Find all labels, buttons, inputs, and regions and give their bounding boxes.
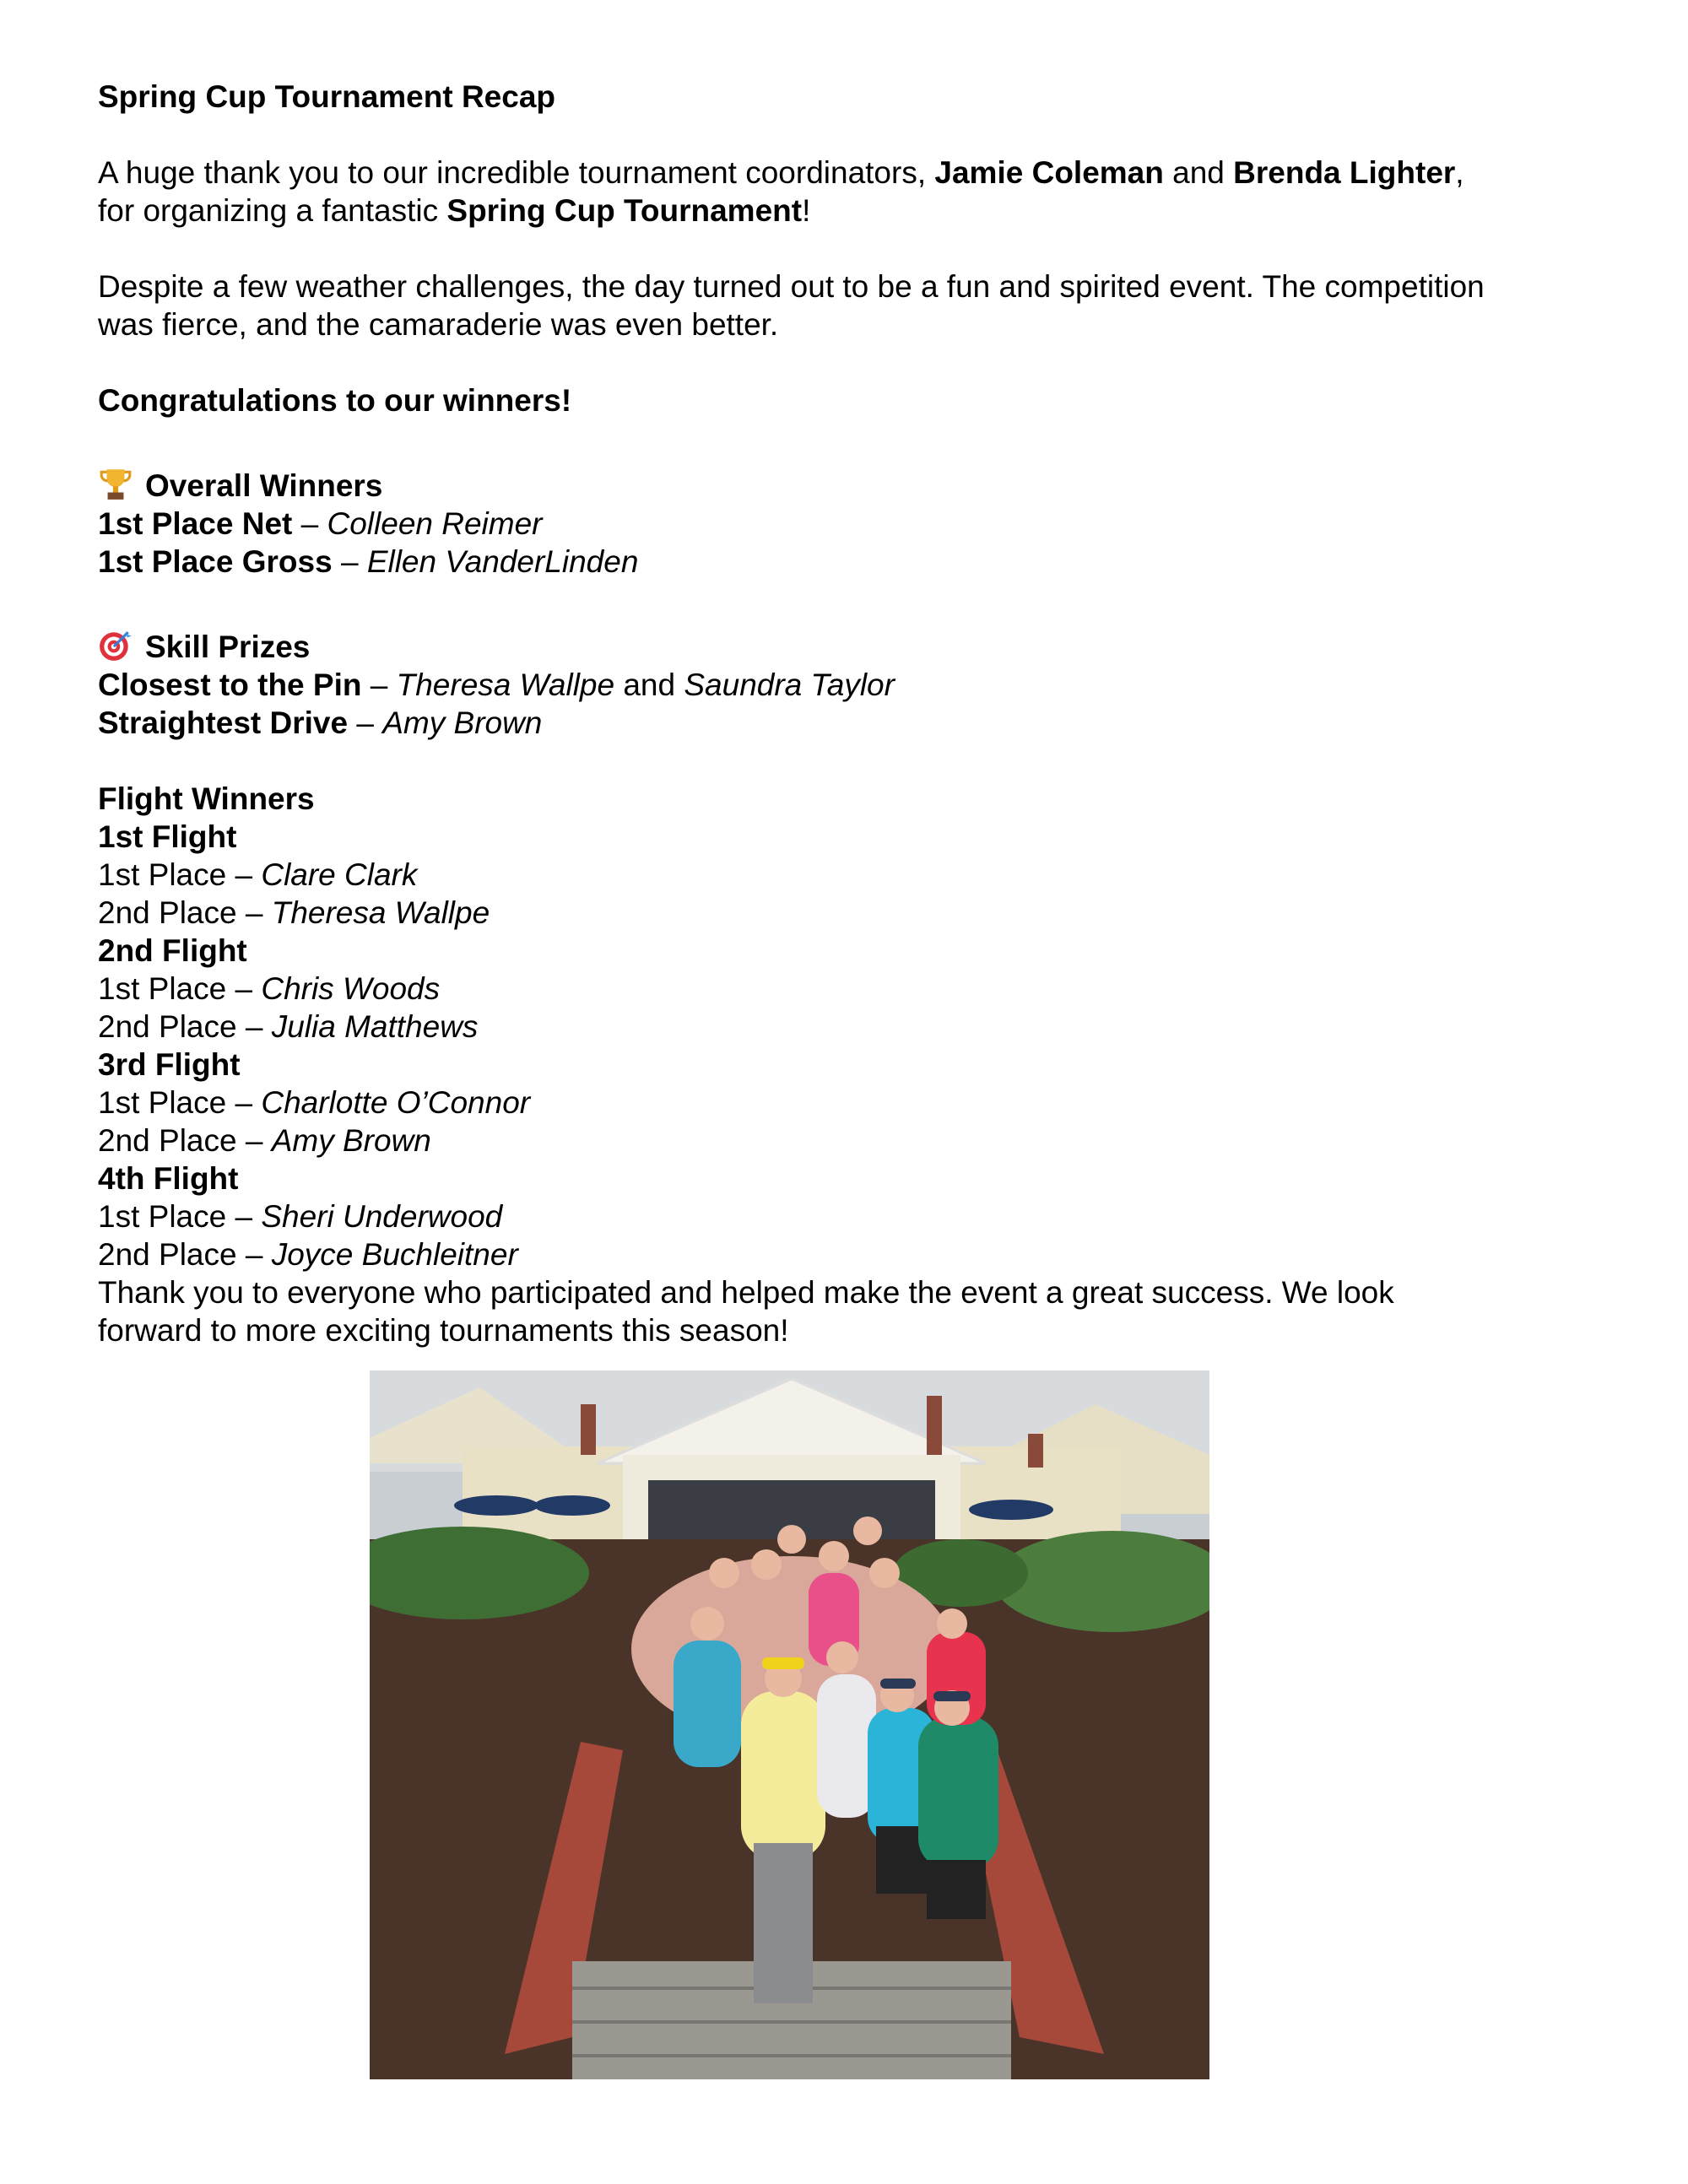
coordinator-name: Brenda Lighter	[1233, 155, 1456, 190]
overall-winner: 1st Place Net – Colleen Reimer	[98, 506, 543, 541]
flight-place: 2nd Place – Amy Brown	[98, 1123, 431, 1158]
flight-group-heading: 4th Flight	[98, 1161, 239, 1196]
overall-winner: 1st Place Gross – Ellen VanderLinden	[98, 544, 639, 579]
skill-prize: Closest to the Pin – Theresa Wallpe and Saundra Taylor	[98, 668, 895, 702]
flight-place: 1st Place – Clare Clark	[98, 857, 418, 892]
flight-list	[98, 818, 1600, 1273]
flight-group-heading: 2nd Flight	[98, 933, 247, 968]
flight-place: 1st Place – Charlotte O’Connor	[98, 1085, 531, 1120]
flight-place: 2nd Place – Julia Matthews	[98, 1009, 479, 1044]
flight-place: 2nd Place – Joyce Buchleitner	[98, 1237, 518, 1272]
document-body	[98, 78, 1600, 1349]
event-name: Spring Cup Tournament	[446, 193, 803, 228]
overall-heading: Overall Winners	[98, 466, 1600, 505]
trophy-icon	[98, 466, 133, 501]
coordinator-name: Jamie Coleman	[934, 155, 1164, 190]
flight-place: 2nd Place – Theresa Wallpe	[98, 895, 490, 930]
flight-group-heading: 3rd Flight	[98, 1047, 241, 1082]
flight-heading: Flight Winners	[98, 781, 315, 816]
flight-place: 1st Place – Chris Woods	[98, 971, 441, 1006]
flight-group-heading: 1st Flight	[98, 819, 237, 854]
doc-title: Spring Cup Tournament Recap	[98, 79, 556, 114]
target-icon	[98, 627, 133, 662]
flight-place: 1st Place – Sheri Underwood	[98, 1199, 503, 1234]
group-photo	[370, 1370, 1209, 2079]
congrats-heading: Congratulations to our winners!	[98, 383, 572, 418]
skill-prize: Straightest Drive – Amy Brown	[98, 705, 543, 740]
closing-paragraph: Thank you to everyone who participated and helped make the event a great success. We look forward to more exciting tournaments this season!	[98, 1275, 1394, 1348]
weather-paragraph: Despite a few weather challenges, the day turned out to be a fun and spirited event. The competition was fierce, and the camaraderie was even better.	[98, 269, 1485, 342]
skill-heading: Skill Prizes	[98, 627, 1600, 666]
intro-paragraph: A huge thank you to our incredible tournament coordinators, Jamie Coleman and Brenda Lighter, for organizing a fantastic Spring Cup Tournament!	[98, 155, 1464, 228]
